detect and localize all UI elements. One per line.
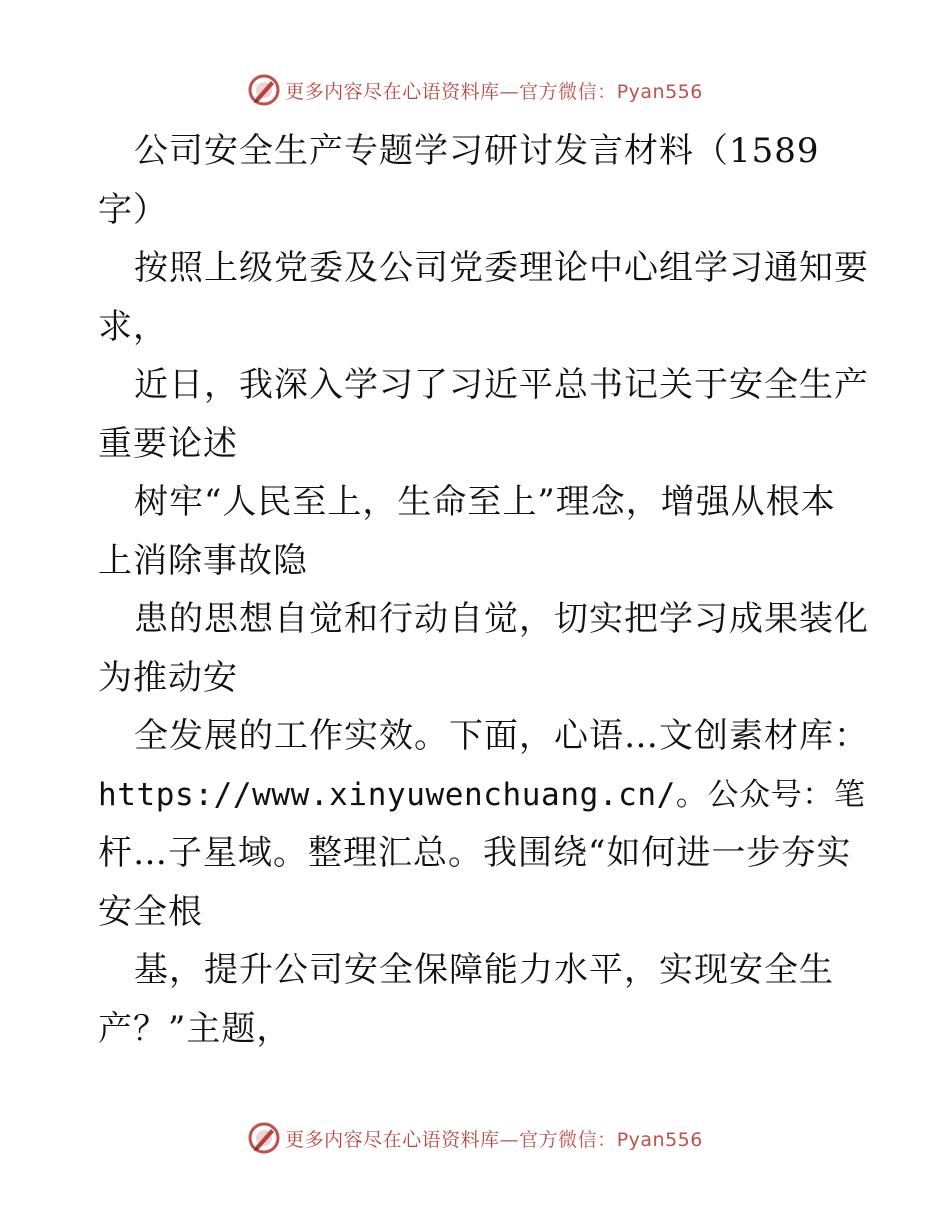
doc-line: 字） [98, 189, 168, 230]
doc-line: 为推动安 [98, 657, 238, 698]
footer-brand: 更多内容尽在心语资料库 [285, 1128, 500, 1151]
doc-line: 杆…子星域。整理汇总。我围绕“如何进一步夯实 [98, 833, 852, 873]
doc-line: 安全根 [98, 891, 203, 932]
footer-banner [0, 1118, 950, 1158]
doc-line: 基，提升公司安全保障能力水平，实现安全生 [134, 950, 834, 990]
doc-line: 患的思想自觉和行动自觉，切实把学习成果装化 [134, 599, 869, 639]
doc-line: 全发展的工作实效。下面，心语…文创素材库： [134, 716, 869, 756]
doc-line-title: 公司安全生产专题学习研讨发言材料（1589 [134, 131, 820, 171]
header-brand: 更多内容尽在心语资料库 [285, 80, 500, 103]
header-text [285, 77, 703, 104]
doc-line: 求， [98, 306, 168, 347]
doc-line: 近日，我深入学习了习近平总书记关于安全生产 [134, 365, 869, 405]
doc-line: 按照上级党委及公司党委理论中心组学习通知要 [134, 248, 869, 288]
footer-separator: — [499, 1128, 520, 1151]
doc-line-url: https://www.xinyuwenchuang.cn/。公众号：笔 [98, 776, 866, 813]
header-wechat-label: 官方微信： [519, 80, 617, 103]
document-body [98, 122, 869, 1058]
footer-wechat-id: Pyan556 [616, 1128, 703, 1151]
footer-wechat-label: 官方微信： [519, 1128, 617, 1151]
header-separator: — [499, 80, 520, 103]
doc-line: 产？”主题， [98, 1008, 292, 1049]
header-wechat-id: Pyan556 [616, 80, 703, 103]
header-banner [0, 70, 950, 110]
doc-line: 上消除事故隐 [98, 540, 308, 581]
doc-line: 树牢“人民至上，生命至上”理念，增强从根本 [134, 482, 836, 522]
pen-logo-icon [247, 73, 281, 107]
doc-line: 重要论述 [98, 423, 238, 464]
pen-logo-icon [247, 1121, 281, 1155]
footer-text [285, 1125, 703, 1152]
